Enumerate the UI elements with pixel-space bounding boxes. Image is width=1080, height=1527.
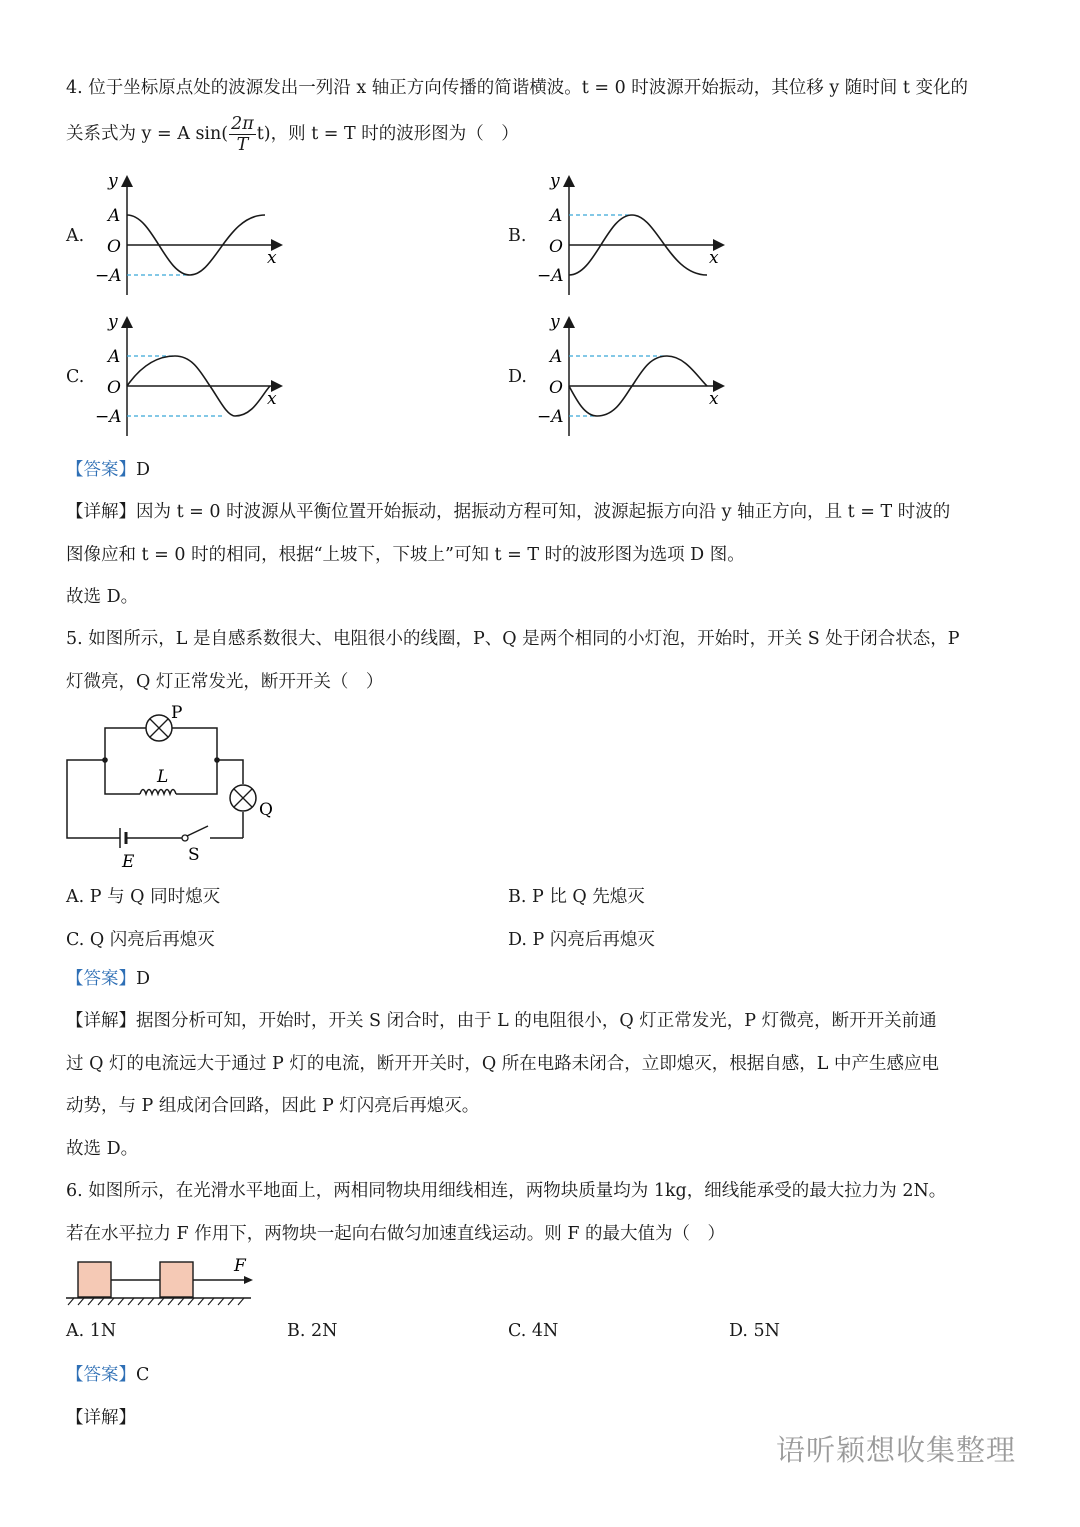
branch-bottom-left xyxy=(105,760,140,794)
a-label: A xyxy=(550,206,563,226)
q4-stem-prefix: 关系式为 y = A sin( xyxy=(66,124,229,144)
q6-stem-line2: 若在水平拉力 F 作用下，两物块一起向右做匀加速直线运动。则 F 的最大值为（ ） xyxy=(66,1224,726,1244)
a-label: A xyxy=(108,347,121,367)
y-label: y xyxy=(108,171,118,191)
q4-stem-line1: 4. 位于坐标原点处的波源发出一列沿 x 轴正方向传播的简谐横波。t = 0 时波源开始振动，其位移 y 随时间 t 变化的 xyxy=(66,78,968,98)
q4-graph-d xyxy=(537,311,737,441)
junction-right xyxy=(214,757,220,763)
q4-fraction xyxy=(229,114,256,155)
q6-option-a[interactable]: A. 1N xyxy=(66,1321,117,1341)
q6-stem-line1: 6. 如图所示，在光滑水平地面上，两相同物块用细线相连，两物块质量均为 1kg，细线能承受的最大拉力为 2N。 xyxy=(66,1181,947,1201)
block-left xyxy=(78,1262,111,1297)
q5-detail-line2: 过 Q 灯的电流远大于通过 P 灯的电流，断开开关时，Q 所在电路未闭合，立即熄灭，根据自感，L 中产生感应电 xyxy=(66,1054,939,1074)
junction-left xyxy=(102,757,108,763)
x-label: x xyxy=(267,248,277,268)
switch-lever xyxy=(187,826,208,836)
q6-option-d[interactable]: D. 5N xyxy=(729,1321,780,1341)
a-label: A xyxy=(108,206,121,226)
branch-top-right xyxy=(172,728,217,760)
answer-value: D xyxy=(136,460,151,480)
q4-option-d-label[interactable]: D. xyxy=(508,367,527,387)
q4-option-b-label[interactable]: B. xyxy=(508,226,527,246)
origin-label: O xyxy=(107,378,121,398)
q6-option-b[interactable]: B. 2N xyxy=(287,1321,338,1341)
force-label: F xyxy=(234,1256,246,1276)
switch-label: S xyxy=(188,845,200,865)
branch-top-left xyxy=(105,728,146,760)
neg-a-label: −A xyxy=(95,266,122,286)
q5-conclusion: 故选 D。 xyxy=(66,1139,139,1159)
battery-label: E xyxy=(122,852,135,872)
q5-detail-line1 xyxy=(66,1009,937,1033)
q4-frac-num: 2π xyxy=(231,114,254,134)
q4-frac-den: T xyxy=(236,135,249,155)
q6-answer xyxy=(66,1363,149,1387)
q4-graph-a xyxy=(95,170,295,300)
answer-value: D xyxy=(136,969,151,989)
q5-stem-line1: 5. 如图所示，L 是自感系数很大、电阻很小的线圈，P、Q 是两个相同的小灯泡，开始时，开关 S 处于闭合状态，P xyxy=(66,629,960,649)
inductor-coil xyxy=(140,790,176,795)
origin-label: O xyxy=(107,237,121,257)
wire-left xyxy=(67,760,120,838)
q4-stem-suffix: t)，则 t = T 时的波形图为（ ） xyxy=(256,124,519,144)
neg-a-label: −A xyxy=(537,407,564,427)
lamp-p-label: P xyxy=(171,703,183,723)
q4-detail-line2: 图像应和 t = 0 时的相同，根据“上坡下，下坡上”可知 t = T 时的波形图为选项 D 图。 xyxy=(66,545,745,565)
detail-text: 因为 t = 0 时波源从平衡位置开始振动，据振动方程可知，波源起振方向沿 y 轴正方向，且 t = T 时波的 xyxy=(136,502,951,522)
q6-detail-tag: 【详解】 xyxy=(66,1408,136,1428)
x-label: x xyxy=(267,389,277,409)
q6-option-c[interactable]: C. 4N xyxy=(508,1321,559,1341)
neg-a-label: −A xyxy=(95,407,122,427)
q5-detail-line3: 动势，与 P 组成闭合回路，因此 P 灯闪亮后再熄灭。 xyxy=(66,1096,480,1116)
wire-right-upper xyxy=(217,760,243,784)
y-label: y xyxy=(550,312,560,332)
y-label: y xyxy=(108,312,118,332)
detail-tag: 【详解】 xyxy=(66,1011,136,1031)
q5-option-b[interactable]: B. P 比 Q 先熄灭 xyxy=(508,887,645,907)
q4-conclusion: 故选 D。 xyxy=(66,587,139,607)
a-label: A xyxy=(550,347,563,367)
neg-a-label: −A xyxy=(537,266,564,286)
force-arrowhead xyxy=(244,1276,253,1284)
answer-value: C xyxy=(136,1365,150,1385)
q4-option-c-label[interactable]: C. xyxy=(66,367,85,387)
detail-tag: 【详解】 xyxy=(66,502,136,522)
origin-label: O xyxy=(549,378,563,398)
watermark: 语听颖想收集整理 xyxy=(775,1433,1016,1467)
q5-option-d[interactable]: D. P 闪亮后再熄灭 xyxy=(508,930,655,950)
q4-detail-line1 xyxy=(66,500,950,524)
q4-graph-c xyxy=(95,311,295,441)
x-label: x xyxy=(709,248,719,268)
inductor-label: L xyxy=(157,767,169,787)
ground-hatching xyxy=(68,1298,244,1305)
q5-option-c[interactable]: C. Q 闪亮后再熄灭 xyxy=(66,930,215,950)
block-right xyxy=(160,1262,193,1297)
x-label: x xyxy=(709,389,719,409)
detail-text: 据图分析可知，开始时，开关 S 闭合时，由于 L 的电阻很小，Q 灯正常发光，P 灯微亮，断开开关前通 xyxy=(136,1011,937,1031)
q6-blocks-diagram xyxy=(64,1252,264,1310)
q5-stem-line2: 灯微亮，Q 灯正常发光，断开开关（ ） xyxy=(66,672,384,692)
answer-tag: 【答案】 xyxy=(66,969,136,989)
q4-answer xyxy=(66,458,150,482)
q5-answer xyxy=(66,967,150,991)
q4-stem-line2 xyxy=(66,114,519,155)
branch-bottom-right xyxy=(176,760,217,794)
q5-option-a[interactable]: A. P 与 Q 同时熄灭 xyxy=(66,887,221,907)
answer-tag: 【答案】 xyxy=(66,460,136,480)
q4-option-a-label[interactable]: A. xyxy=(66,226,85,246)
q4-graph-b xyxy=(537,170,737,300)
q5-circuit-diagram xyxy=(60,700,290,875)
lamp-q-label: Q xyxy=(259,800,273,820)
answer-tag: 【答案】 xyxy=(66,1365,136,1385)
y-label: y xyxy=(550,171,560,191)
origin-label: O xyxy=(549,237,563,257)
